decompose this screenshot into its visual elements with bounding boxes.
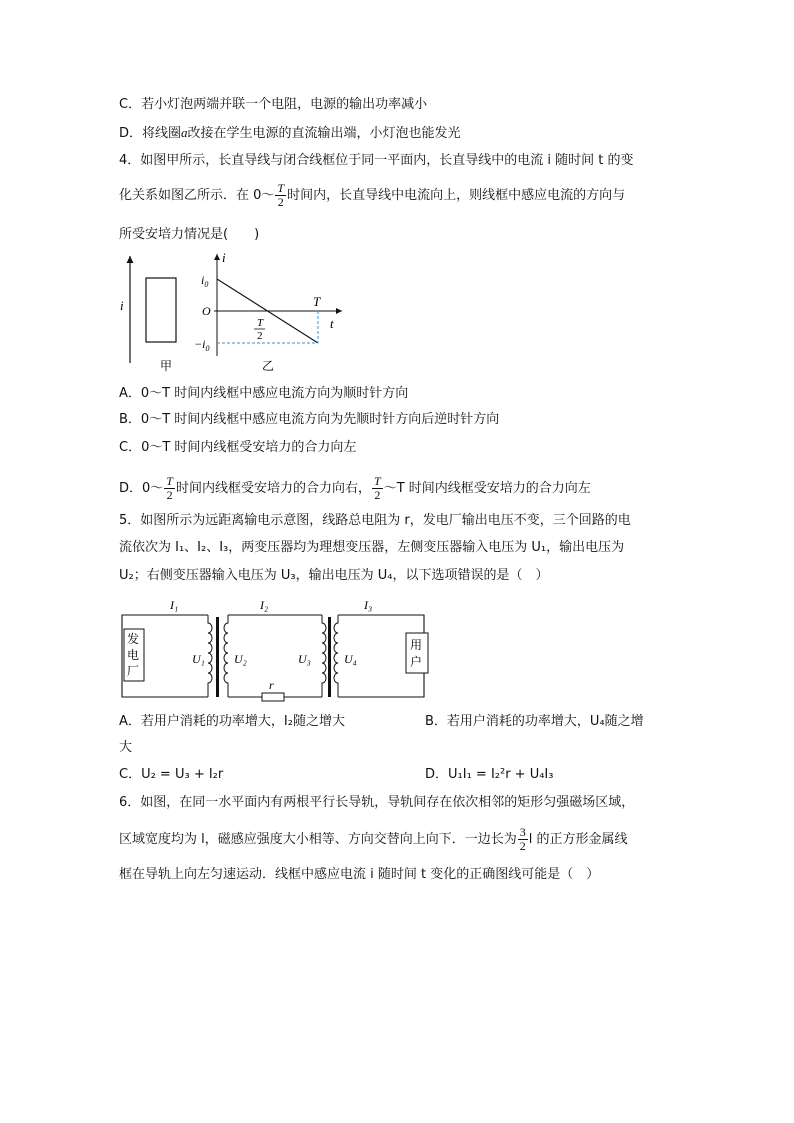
axis-t-label: t <box>330 316 334 331</box>
axis-i-label: i <box>222 250 226 265</box>
svg-text:厂: 厂 <box>127 664 140 678</box>
neg-i0-label: $-i_0$ <box>194 337 210 353</box>
origin-label: O <box>202 304 211 318</box>
q5-transmission-figure <box>118 593 438 705</box>
q5-option-a: A．若用户消耗的功率增大，I₂随之增大 <box>119 714 345 729</box>
q6-stem-line2: 区域宽度均为 l，磁感应强度大小相等、方向交替向上向下．一边长为 $\frac{3}{2}$ l 的正方形金属线 <box>119 825 628 853</box>
svg-text:电: 电 <box>127 648 140 662</box>
core-1 <box>216 617 219 697</box>
q5-stem-line3: U₂；右侧变压器输入电压为 U₃，输出电压为 U₄，以下选项错误的是（ ） <box>119 568 549 583</box>
q4-stem-line3: 所受安培力情况是( ) <box>119 227 260 242</box>
q4-option-c: C．0～T 时间内线框受安培力的合力向左 <box>119 440 357 455</box>
I3-label: I₃ <box>364 598 373 612</box>
U4-label: U₄ <box>344 652 357 666</box>
q4-stem-line2: 化关系如图乙所示．在 0～ $\frac{T}{2}$ 时间内，长直导线中电流向上，则线框中感应电流的方向与 <box>119 181 626 209</box>
q5-option-b-wrap: 大 <box>119 740 133 755</box>
label-jia: 甲 <box>160 359 173 373</box>
U2-label: U₂ <box>234 652 247 666</box>
svg-text:户: 户 <box>410 655 423 669</box>
q4-figure <box>112 248 352 378</box>
line-resistor <box>262 693 284 701</box>
U3-label: U₃ <box>298 652 311 666</box>
core-2 <box>328 617 331 697</box>
q4-stem-line1: 4．如图甲所示，长直导线与闭合线框位于同一平面内，长直导线中的电流 i 随时间 t 的变 <box>119 153 634 168</box>
secondary-coil-1 <box>224 615 228 697</box>
half-T-den: 2 <box>257 330 263 342</box>
I1-label: I₁ <box>170 598 179 612</box>
T-label: T <box>313 294 321 309</box>
q5-option-b: B．若用户消耗的功率增大，U₄随之增 <box>425 714 644 729</box>
svg-text:用: 用 <box>410 638 423 652</box>
q6-stem-line3: 框在导轨上向左匀速运动．线框中感应电流 i 随时间 t 变化的正确图线可能是（ ） <box>119 867 600 882</box>
wire-current-label: i <box>120 298 124 313</box>
r-label: r <box>269 678 274 692</box>
U1-label: U₁ <box>192 652 205 666</box>
secondary-coil-2 <box>334 615 338 697</box>
i0-label: $i_0$ <box>201 273 209 289</box>
half-T-num: T <box>257 317 264 329</box>
q3-option-d: D．将线圈a改接在学生电源的直流输出端，小灯泡也能发光 <box>119 125 461 141</box>
label-yi: 乙 <box>262 359 275 373</box>
q5-option-d: D．U₁I₁ = I₂²r + U₄I₃ <box>425 767 554 782</box>
q5-stem-line1: 5．如图所示为远距离输电示意图，线路总电阻为 r，发电厂输出电压不变，三个回路的电 <box>119 513 631 528</box>
svg-text:发: 发 <box>127 632 140 646</box>
q6-stem-line1: 6．如图，在同一水平面内有两根平行长导轨，导轨间存在依次相邻的矩形匀强磁场区域， <box>119 795 635 810</box>
I2-label: I₂ <box>260 598 269 612</box>
q4-option-a: A．0～T 时间内线框中感应电流方向为顺时针方向 <box>119 386 409 401</box>
primary-coil-1 <box>208 615 212 697</box>
fraction-t-over-2: $\frac{T}{2}$ <box>277 181 285 209</box>
q5-stem-line2: 流依次为 I₁、I₂、I₃，两变压器均为理想变压器，左侧变压器输入电压为 U₁，输出电压为 <box>119 540 625 555</box>
q3-option-c: C．若小灯泡两端并联一个电阻，电源的输出功率减小 <box>119 97 428 112</box>
q4-option-d: D．0～ $\frac{T}{2}$ 时间内线框受安培力的合力向右， $\frac{T}{2}$ ～T 时间内线框受安培力的合力向左 <box>119 474 591 502</box>
primary-coil-2 <box>322 615 326 697</box>
q4-option-b: B．0～T 时间内线框中感应电流方向为先顺时针方向后逆时针方向 <box>119 412 500 427</box>
wire-loop <box>146 278 176 342</box>
q5-option-c: C．U₂ = U₃ + I₂r <box>119 767 224 782</box>
